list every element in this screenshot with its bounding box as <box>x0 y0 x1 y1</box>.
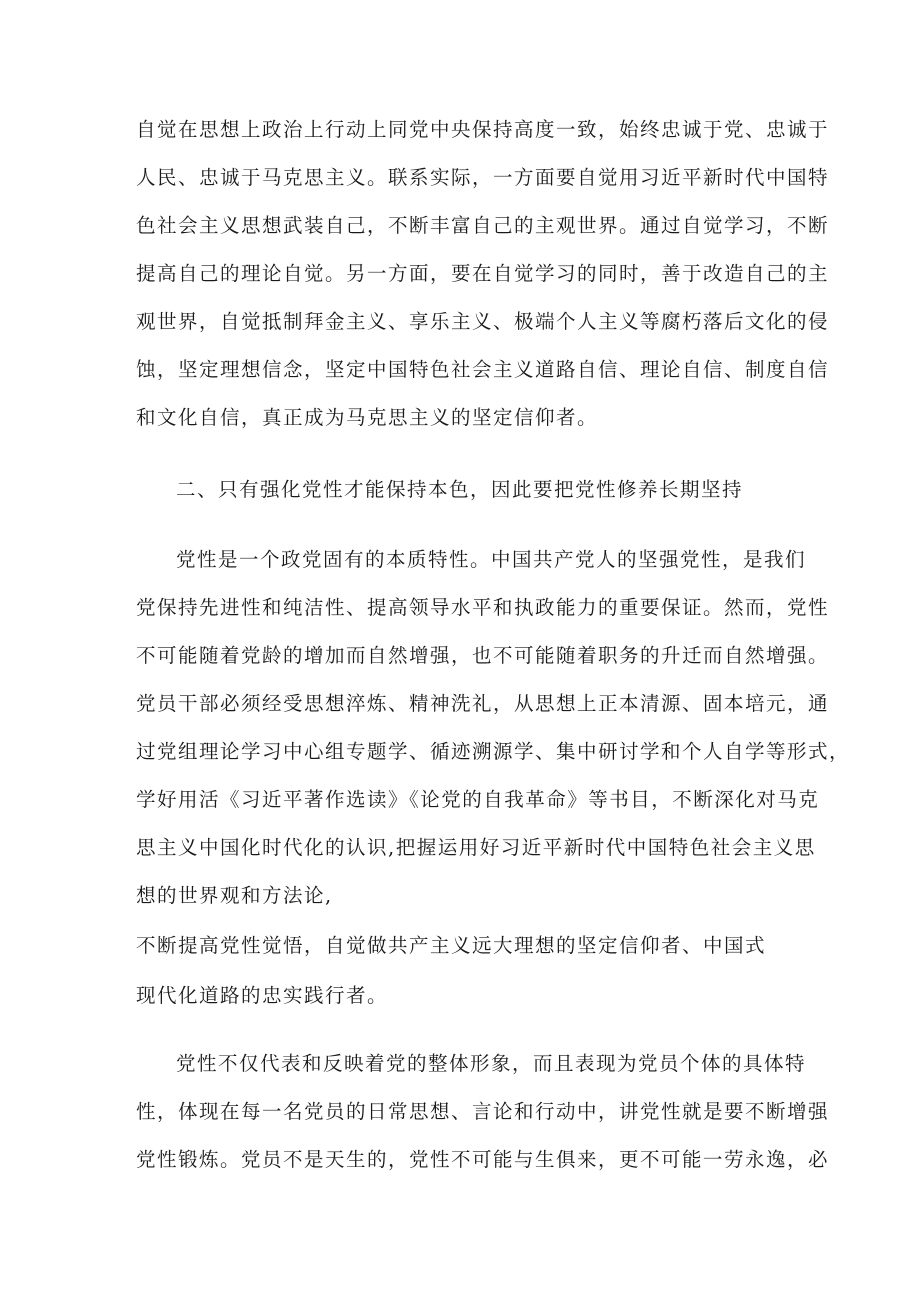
paragraph-2-line-7: 思主义中国化时代化的认识,把握运用好习近平新时代中国特色社会主义思 <box>136 836 816 859</box>
paragraph-2-line-2: 党保持先进性和纯洁性、提高领导水平和执政能力的重要保证。然而，党性 <box>136 596 830 619</box>
paragraph-3-line-2: 性，体现在每一名党员的日常思想、言论和行动中，讲党性就是要不断增强 <box>136 1100 830 1123</box>
paragraph-2-line-6: 学好用活《习近平著作选读》《论党的自我革命》等书目，不断深化对马克 <box>136 788 820 811</box>
paragraph-2-line-8: 想的世界观和方法论, <box>136 884 333 907</box>
paragraph-2-line-3: 不可能随着党龄的增加而自然增强，也不可能随着职务的升迁而自然增强。 <box>136 644 830 667</box>
paragraph-1-line-1: 自觉在思想上政治上行动上同党中央保持高度一致，始终忠诚于党、忠诚于 <box>136 118 830 141</box>
paragraph-1-line-4: 提高自己的理论自觉。另一方面，要在自觉学习的同时，善于改造自己的主 <box>136 262 830 285</box>
paragraph-2-line-10: 现代化道路的忠实践行者。 <box>136 984 389 1007</box>
paragraph-1-line-2: 人民、忠诚于马克思主义。联系实际，一方面要自觉用习近平新时代中国特 <box>136 166 830 189</box>
paragraph-1-line-3: 色社会主义思想武装自己，不断丰富自己的主观世界。通过自觉学习，不断 <box>136 214 830 237</box>
paragraph-2-line-1: 党性是一个政党固有的本质特性。中国共产党人的坚强党性，是我们 <box>176 548 807 571</box>
paragraph-1-line-7: 和文化自信，真正成为马克思主义的坚定信仰者。 <box>136 406 599 429</box>
paragraph-1-line-6: 蚀，坚定理想信念，坚定中国特色社会主义道路自信、理论自信、制度自信 <box>136 358 830 381</box>
paragraph-3-line-1: 党性不仅代表和反映着党的整体形象，而且表现为党员个体的具体特 <box>176 1052 807 1075</box>
paragraph-2-line-4: 党员干部必须经受思想淬炼、精神洗礼，从思想上正本清源、固本培元，通 <box>136 692 830 715</box>
section-heading: 二、只有强化党性才能保持本色，因此要把党性修养长期坚持 <box>176 478 744 501</box>
paragraph-2-line-9: 不断提高党性觉悟，自觉做共产主义远大理想的坚定信仰者、中国式 <box>136 934 767 957</box>
paragraph-3-line-3: 党性锻炼。党员不是天生的，党性不可能与生俱来，更不可能一劳永逸，必 <box>136 1148 830 1171</box>
paragraph-1-line-5: 观世界，自觉抵制拜金主义、享乐主义、极端个人主义等腐朽落后文化的侵 <box>136 310 830 333</box>
paragraph-2-line-5: 过党组理论学习中心组专题学、循迹溯源学、集中研讨学和个人自学等形式， <box>136 740 851 763</box>
